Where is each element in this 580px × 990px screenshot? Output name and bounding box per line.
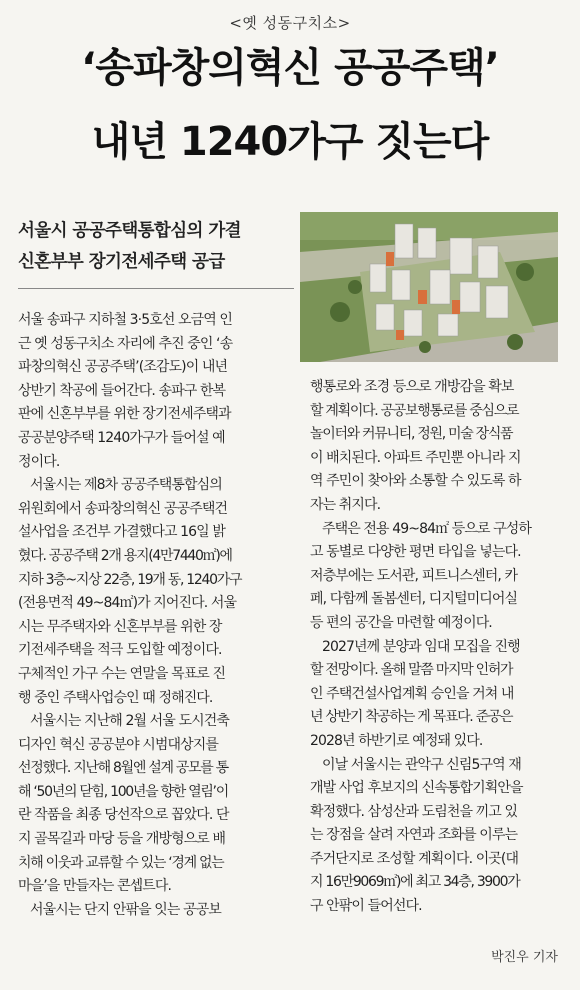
article-line: 행 중인 주택사업승인 때 정해진다. — [18, 689, 213, 706]
article-line: 설사업을 조건부 가결했다고 16일 밝 — [18, 524, 225, 541]
article-line: 혔다. 공공주택 2개 용지(4만7440㎡)에 — [18, 547, 232, 564]
subheadline-rule — [18, 288, 294, 289]
article-line: 판에 신혼부부를 위한 장기전세주택과 — [18, 406, 231, 423]
article-line: 2028년 하반기로 예정돼 있다. — [310, 732, 483, 749]
article-line: 서울시는 지난해 2월 서울 도시건축 — [30, 713, 229, 730]
article-line: 페, 다함께 돌봄센터, 디지털미디어실 — [310, 591, 518, 608]
article-line: 기전세주택을 적극 도입할 예정이다. — [18, 642, 222, 659]
article-line: 서울시는 제8차 공공주택통합심의 — [30, 477, 222, 494]
article-line: 치해 이웃과 교류할 수 있는 ‘경계 없는 — [18, 854, 224, 871]
article-line: 행통로와 조경 등으로 개방감을 확보 — [310, 379, 514, 395]
article-line: 놀이터와 커뮤니티, 정원, 미술 장식품 — [310, 426, 513, 443]
article-line: (전용면적 49~84㎡)가 지어진다. 서울 — [18, 595, 237, 612]
aerial-rendering-image — [300, 212, 558, 362]
article-line: 위원회에서 송파창의혁신 공공주택건 — [18, 500, 228, 517]
article-line: 마을’을 만들자는 콘셉트다. — [18, 878, 172, 895]
kicker: <옛 성동구치소> — [229, 14, 351, 32]
subheadline-line-1: 서울시 공공주택통합심의 가결 — [18, 221, 241, 241]
headline-line-1: ‘송파창의혁신 공공주택’ — [81, 45, 499, 91]
article-line: 이날 서울시는 관악구 신림5구역 재 — [322, 756, 521, 773]
article-line: 지 16만9069㎡)에 최고 34층, 3900가 — [310, 874, 520, 891]
article-line: 2027년께 분양과 임대 모집을 진행 — [322, 638, 520, 655]
article-line: 구체적인 가구 수는 연말을 목표로 진 — [18, 665, 226, 682]
article-line: 주택은 전용 49~84㎡ 등으로 구성하 — [322, 520, 532, 537]
article-line: 주거단지로 조성할 계획이다. 이곳(대 — [310, 850, 519, 867]
article-line: 디자인 혁신 공공분야 시범대상지를 — [18, 736, 219, 753]
article-line: 해 ‘50년의 닫힘, 100년을 향한 열림’이 — [18, 783, 228, 800]
article-line: 고 동별로 다양한 평면 타입을 넣는다. — [310, 544, 521, 561]
article-line: 개발 사업 후보지의 신속통합기획안을 — [310, 780, 523, 797]
article-line: 등 편의 공간을 마련할 예정이다. — [310, 614, 492, 631]
article-line: 시는 무주택자와 신혼부부를 위한 장 — [18, 618, 222, 635]
article-line: 근 옛 성동구치소 자리에 추진 중인 ‘송 — [18, 335, 233, 352]
article-line: 지하 3층~지상 22층, 19개 동, 1240가구 — [18, 571, 242, 588]
article-column-1 — [18, 309, 296, 922]
article-line: 할 계획이다. 공공보행통로를 중심으로 — [310, 402, 519, 419]
article-line: 정이다. — [18, 453, 60, 470]
article-line: 서울 송파구 지하철 3·5호선 오금역 인 — [18, 312, 233, 328]
article-line: 이 배치된다. 아파트 주민뿐 아니라 지 — [310, 449, 521, 466]
byline: 박진우 기자 — [491, 950, 558, 965]
article-line: 저층부에는 도서관, 피트니스센터, 카 — [310, 567, 518, 584]
article-line: 선정했다. 지난해 8월엔 설계 공모를 통 — [18, 760, 228, 777]
article-line: 년 상반기 착공하는 게 목표다. 준공은 — [310, 709, 513, 726]
article-line: 공공분양주택 1240가구가 들어설 예 — [18, 429, 225, 446]
headline-line-2: 내년 1240가구 짓는다 — [91, 119, 489, 165]
article-line: 인 주택건설사업계획 승인을 거쳐 내 — [310, 685, 514, 702]
article-line: 란 작품을 최종 당선작으로 꼽았다. 단 — [18, 807, 229, 824]
article-line: 할 전망이다. 올해 말쯤 마지막 인허가 — [310, 662, 513, 679]
subheadline-line-2: 신혼부부 장기전세주택 공급 — [18, 252, 225, 272]
article-line: 파창의혁신 공공주택’(조감도)이 내년 — [18, 359, 228, 376]
article-column-2 — [310, 376, 564, 919]
article-line: 역 주민이 찾아와 소통할 수 있도록 하 — [310, 473, 521, 490]
article-line: 서울시는 단지 안팎을 잇는 공공보 — [30, 901, 221, 918]
article-line: 자는 취지다. — [310, 496, 381, 513]
article-line: 지 골목길과 마당 등을 개방형으로 배 — [18, 831, 226, 848]
article-line: 는 장점을 살려 자연과 조화를 이루는 — [310, 827, 518, 844]
article-line: 상반기 착공에 들어간다. 송파구 한복 — [18, 382, 226, 399]
article-line: 확정했다. 삼성산과 도림천을 끼고 있 — [310, 803, 518, 820]
article-line: 구 안팎이 들어선다. — [310, 898, 422, 915]
